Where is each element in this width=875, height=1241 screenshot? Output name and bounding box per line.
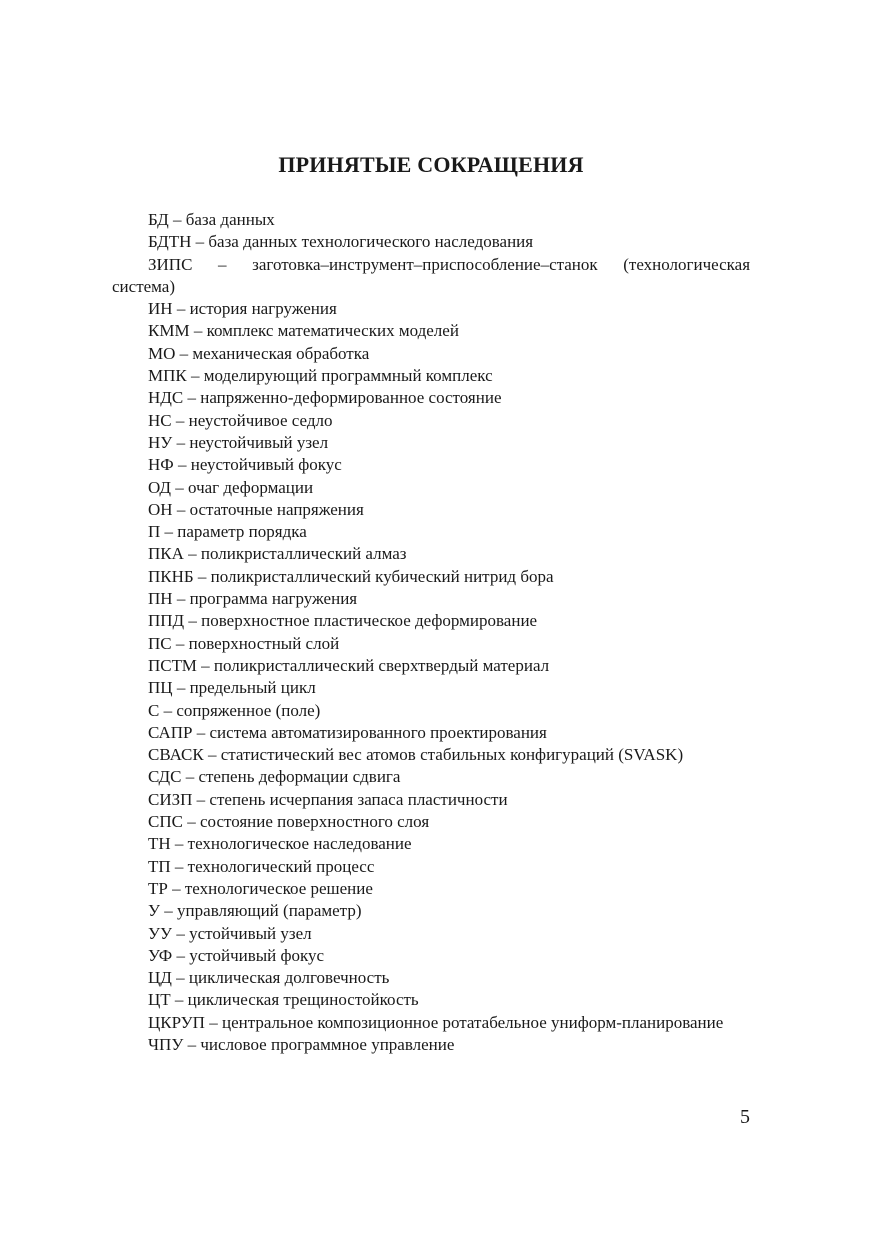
dash: – <box>177 455 187 475</box>
definition: моделирующий программный комплекс <box>203 366 493 386</box>
list-item <box>112 566 750 588</box>
page-number: 5 <box>740 1106 750 1128</box>
abbreviation: УУ <box>148 923 173 943</box>
dash: – <box>179 343 189 363</box>
list-item <box>112 900 750 922</box>
list-item <box>112 521 750 543</box>
definition: технологический процесс <box>187 856 375 876</box>
definition: поликристаллический алмаз <box>200 544 407 564</box>
dash: – <box>188 611 197 631</box>
abbreviation: САПР <box>148 722 193 742</box>
dash: – <box>172 210 182 229</box>
definition: сопряженное (поле) <box>176 700 321 720</box>
dash: – <box>163 700 173 720</box>
abbreviation-list <box>112 209 750 1056</box>
definition: устойчивый фокус <box>189 945 325 965</box>
dash: – <box>201 655 210 675</box>
dash: – <box>195 232 205 252</box>
abbreviation: П <box>148 522 161 542</box>
list-item <box>112 811 750 833</box>
list-item <box>112 343 750 365</box>
list-item <box>112 365 750 387</box>
list-item <box>112 989 750 1011</box>
dash: – <box>174 834 184 854</box>
abbreviation: ЦД <box>148 968 172 988</box>
dash: – <box>185 767 195 787</box>
dash: – <box>188 544 197 564</box>
definition: остаточные напряжения <box>189 499 364 519</box>
list-item <box>112 923 750 945</box>
definition: поликристаллический кубический нитрид бора <box>210 566 554 586</box>
abbreviation: ПКНБ <box>148 566 194 586</box>
list-item <box>112 789 750 811</box>
list-item <box>112 231 750 253</box>
list-item <box>112 833 750 855</box>
dash: – <box>176 968 185 988</box>
dash: – <box>209 1012 218 1032</box>
definition: устойчивый узел <box>189 923 312 943</box>
abbreviation: МПК <box>148 366 187 386</box>
abbreviation: КММ <box>148 321 190 341</box>
dash: – <box>176 923 185 943</box>
list-item <box>112 945 750 967</box>
dash: – <box>176 589 186 609</box>
dash: – <box>196 722 206 742</box>
dash: – <box>187 1034 197 1054</box>
definition: заготовка–инструмент–приспособление–станок (технологическая система) <box>112 254 751 296</box>
list-item <box>112 856 750 878</box>
dash: – <box>172 878 181 898</box>
abbreviation: МО <box>148 343 176 363</box>
definition: очаг деформации <box>188 477 314 497</box>
dash: – <box>218 254 227 274</box>
dash: – <box>197 566 207 586</box>
dash: – <box>196 789 206 809</box>
list-item <box>112 387 750 409</box>
definition: поверхностный слой <box>188 633 340 653</box>
list-item <box>112 410 750 432</box>
definition: числовое программное управление <box>200 1034 455 1054</box>
list-item <box>112 209 750 231</box>
definition: неустойчивый узел <box>189 432 329 452</box>
definition: неустойчивый фокус <box>190 455 342 475</box>
definition: предельный цикл <box>189 678 316 698</box>
abbreviation: ИН <box>148 299 173 319</box>
abbreviation: НФ <box>148 455 174 475</box>
dash: – <box>175 477 184 497</box>
list-item <box>112 1012 750 1034</box>
abbreviation: СДС <box>148 767 182 787</box>
list-item <box>112 633 750 655</box>
abbreviation: НС <box>148 410 172 430</box>
definition: история нагружения <box>189 299 337 319</box>
definition: центральное композиционное ротатабельное униформ-планирование <box>221 1012 724 1032</box>
list-item <box>112 610 750 632</box>
definition: параметр порядка <box>177 522 307 542</box>
dash: – <box>174 856 184 876</box>
dash: – <box>176 299 186 319</box>
definition: поликристаллический сверхтвердый материал <box>213 655 550 675</box>
definition: база данных <box>185 210 275 229</box>
list-item <box>112 655 750 677</box>
list-item <box>112 320 750 342</box>
abbreviation: ТП <box>148 856 171 876</box>
definition: степень исчерпания запаса пластичности <box>209 789 508 809</box>
list-item <box>112 677 750 699</box>
definition: программа нагружения <box>189 589 358 609</box>
definition: база данных технологического наследования <box>208 232 534 252</box>
definition: технологическое наследование <box>187 834 412 854</box>
definition: комплекс математических моделей <box>206 321 459 341</box>
page-title: ПРИНЯТЫЕ СОКРАЩЕНИЯ <box>278 152 584 177</box>
dash: – <box>187 812 196 832</box>
list-item <box>112 744 750 766</box>
list-item <box>112 432 750 454</box>
abbreviation: СПС <box>148 812 183 832</box>
abbreviation: У <box>148 901 161 921</box>
list-item <box>112 298 750 320</box>
list-item <box>112 766 750 788</box>
dash: – <box>176 432 186 452</box>
dash: – <box>164 901 173 921</box>
abbreviation: ППД <box>148 611 185 631</box>
definition: управляющий (параметр) <box>177 901 362 921</box>
abbreviation: ЧПУ <box>148 1034 184 1054</box>
abbreviation: С <box>148 700 160 720</box>
abbreviation: ПН <box>148 589 173 609</box>
list-item <box>112 477 750 499</box>
abbreviation: ПЦ <box>148 678 173 698</box>
abbreviation: ПС <box>148 633 172 653</box>
dash: – <box>207 745 217 765</box>
dash: – <box>174 990 184 1010</box>
definition: неустойчивое седло <box>188 410 333 430</box>
definition: циклическая долговечность <box>188 968 390 988</box>
abbreviation: УФ <box>148 945 173 965</box>
abbreviation: БД <box>148 210 169 229</box>
definition: технологическое решение <box>184 878 373 898</box>
definition: поверхностное пластическое деформирование <box>201 611 538 631</box>
definition: напряженно-деформированное состояние <box>200 388 502 408</box>
dash: – <box>176 945 185 965</box>
list-item <box>112 543 750 565</box>
abbreviation: ОН <box>148 499 173 519</box>
abbreviation: НУ <box>148 432 173 452</box>
dash: – <box>187 388 196 408</box>
abbreviation: ТН <box>148 834 171 854</box>
dash: – <box>164 522 174 542</box>
abbreviation: НДС <box>148 388 184 408</box>
list-item <box>112 499 750 521</box>
definition: степень деформации сдвига <box>198 767 401 787</box>
abbreviation: СИЗП <box>148 789 193 809</box>
dash: – <box>176 499 186 519</box>
dash: – <box>175 410 185 430</box>
abbreviation: БДТН <box>148 232 192 252</box>
definition: механическая обработка <box>192 343 370 363</box>
abbreviation: ЦТ <box>148 990 171 1010</box>
abbreviation: ТР <box>148 878 168 898</box>
list-item <box>112 722 750 744</box>
list-item <box>112 700 750 722</box>
abbreviation: ЗИПС <box>148 254 193 274</box>
definition: система автоматизированного проектирования <box>209 722 547 742</box>
list-item <box>112 967 750 989</box>
list-item <box>112 878 750 900</box>
list-item <box>112 254 750 299</box>
dash: – <box>190 366 200 386</box>
list-item <box>112 454 750 476</box>
abbreviation: СВАСК <box>148 745 204 765</box>
definition: статистический вес атомов стабильных конфигураций (SVASK) <box>220 745 684 765</box>
abbreviation: ЦКРУП <box>148 1012 205 1032</box>
definition: циклическая трещиностойкость <box>187 990 419 1010</box>
abbreviation: ПКА <box>148 544 184 564</box>
dash: – <box>193 321 203 341</box>
dash: – <box>176 678 186 698</box>
abbreviation: ПСТМ <box>148 655 197 675</box>
definition: состояние поверхностного слоя <box>199 812 430 832</box>
list-item <box>112 1034 750 1056</box>
list-item <box>112 588 750 610</box>
abbreviation: ОД <box>148 477 172 497</box>
dash: – <box>175 633 185 653</box>
